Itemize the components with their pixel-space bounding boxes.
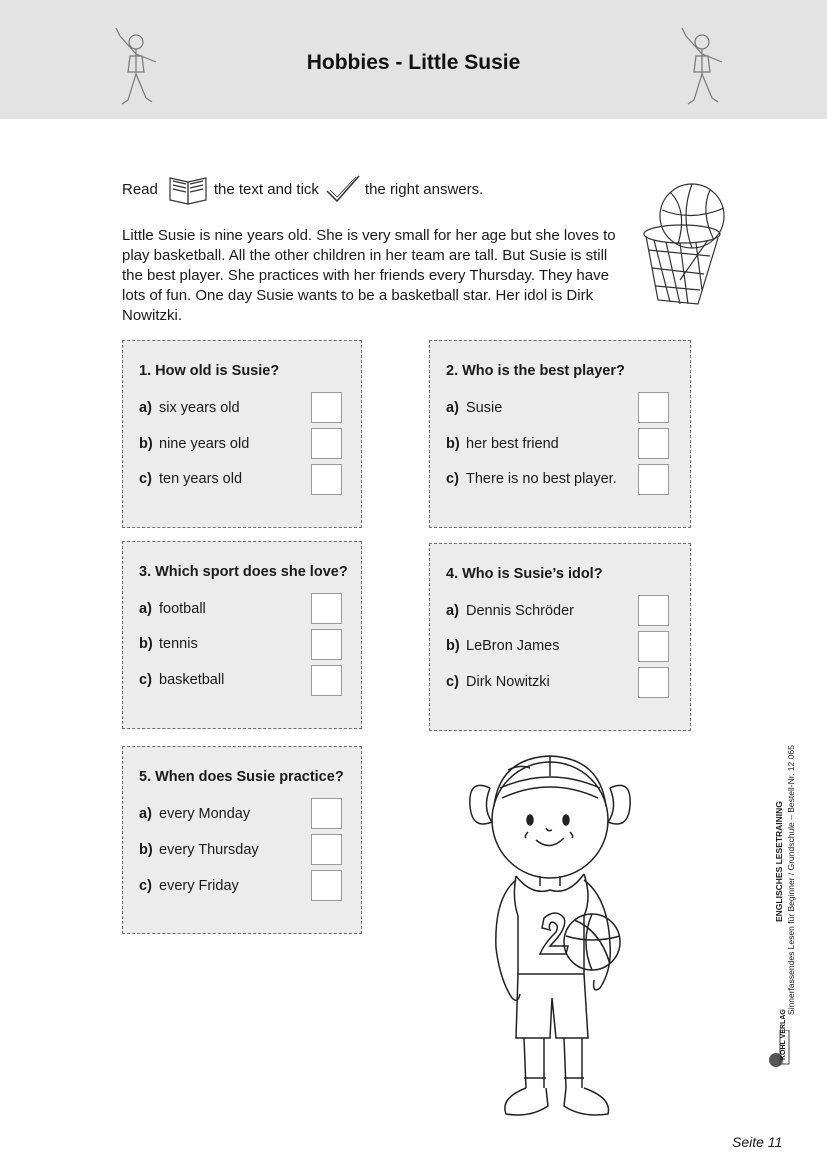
option-text: nine years old <box>159 436 250 452</box>
question-title: 2. Who is the best player? <box>446 363 625 379</box>
option-text: basketball <box>159 672 225 688</box>
option-text: Susie <box>466 400 503 416</box>
answer-checkbox-b[interactable] <box>311 428 342 459</box>
question-box-1 <box>122 340 362 528</box>
option-text: LeBron James <box>466 638 560 654</box>
publisher-name: KOHL VERLAG <box>780 1009 787 1060</box>
option-text: tennis <box>159 636 198 652</box>
story-text: Little Susie is nine years old. She is very small for her age but she loves to play basketball. All the other children in her team are tall. But Susie is still the best player. She practices with her friends every Thursday. They have lots of fun. One day Susie wants to be a basketball star. Her idol is Dirk Nowitzki. <box>122 227 616 324</box>
question-box-4 <box>429 543 691 731</box>
option-c <box>139 471 242 487</box>
option-letter: c) <box>446 471 459 487</box>
option-text: football <box>159 601 206 617</box>
option-text: her best friend <box>466 436 559 452</box>
question-box-3 <box>122 541 362 729</box>
option-text: Dirk Nowitzki <box>466 674 550 690</box>
header-banner <box>0 0 827 119</box>
question-title: 5. When does Susie practice? <box>139 769 344 785</box>
option-letter: b) <box>446 638 460 654</box>
option-letter: c) <box>446 674 459 690</box>
answer-checkbox-a[interactable] <box>311 392 342 423</box>
option-c <box>446 674 550 690</box>
option-text: Dennis Schröder <box>466 603 574 619</box>
answer-checkbox-c[interactable] <box>638 667 669 698</box>
option-text: every Monday <box>159 806 251 822</box>
option-b <box>139 436 249 452</box>
option-text: ten years old <box>159 471 243 487</box>
option-letter: a) <box>139 400 152 416</box>
option-b <box>446 638 560 654</box>
answer-checkbox-c[interactable] <box>311 870 342 901</box>
answer-checkbox-b[interactable] <box>638 428 669 459</box>
option-text: every Thursday <box>159 842 259 858</box>
answer-checkbox-a[interactable] <box>638 595 669 626</box>
publisher-sidebar <box>760 660 810 1100</box>
page-number: Seite 11 <box>732 1134 783 1150</box>
option-letter: a) <box>139 601 152 617</box>
question-box-2 <box>429 340 691 528</box>
option-c <box>446 471 617 487</box>
answer-checkbox-c[interactable] <box>311 464 342 495</box>
option-a <box>446 603 574 619</box>
option-letter: c) <box>139 878 152 894</box>
sidebar-order-info: Sinnerfassendes Lesen für Beginner / Grundschule – Bestell-Nr. 12 065 <box>786 745 796 1015</box>
option-text: There is no best player. <box>466 471 617 487</box>
instruction-end: the right answers. <box>364 180 484 198</box>
page-title: Hobbies - Little Susie <box>306 51 521 74</box>
girl-illustration <box>460 748 640 1132</box>
answer-checkbox-c[interactable] <box>638 464 669 495</box>
answer-checkbox-a[interactable] <box>311 593 342 624</box>
option-letter: a) <box>139 806 152 822</box>
question-title: 1. How old is Susie? <box>139 363 280 379</box>
answer-checkbox-b[interactable] <box>311 834 342 865</box>
checkmark-icon <box>325 173 361 205</box>
option-b <box>446 436 559 452</box>
option-b <box>139 636 198 652</box>
question-title: 3. Which sport does she love? <box>139 564 348 580</box>
option-c <box>139 878 239 894</box>
answer-checkbox-c[interactable] <box>311 665 342 696</box>
option-letter: c) <box>139 471 152 487</box>
option-a <box>139 400 240 416</box>
instruction-read: Read <box>122 180 158 198</box>
option-letter: a) <box>446 603 459 619</box>
question-box-5 <box>122 746 362 934</box>
instruction-middle: the text and tick <box>213 180 319 198</box>
option-letter: a) <box>446 400 459 416</box>
basketball-hoop-image <box>640 180 732 314</box>
option-letter: b) <box>139 842 153 858</box>
option-a <box>446 400 502 416</box>
option-letter: c) <box>139 672 152 688</box>
option-text: six years old <box>159 400 240 416</box>
option-text: every Friday <box>159 878 239 894</box>
answer-checkbox-a[interactable] <box>638 392 669 423</box>
option-a <box>139 806 250 822</box>
question-title: 4. Who is Susie’s idol? <box>446 566 603 582</box>
answer-checkbox-b[interactable] <box>311 629 342 660</box>
sidebar-series: ENGLISCHES LESETRAINING <box>774 801 784 922</box>
option-c <box>139 672 224 688</box>
answer-checkbox-a[interactable] <box>311 798 342 829</box>
answer-checkbox-b[interactable] <box>638 631 669 662</box>
option-b <box>139 842 259 858</box>
option-letter: b) <box>139 636 153 652</box>
book-icon <box>166 172 212 206</box>
instructions <box>122 172 483 206</box>
option-a <box>139 601 206 617</box>
option-letter: b) <box>446 436 460 452</box>
option-letter: b) <box>139 436 153 452</box>
